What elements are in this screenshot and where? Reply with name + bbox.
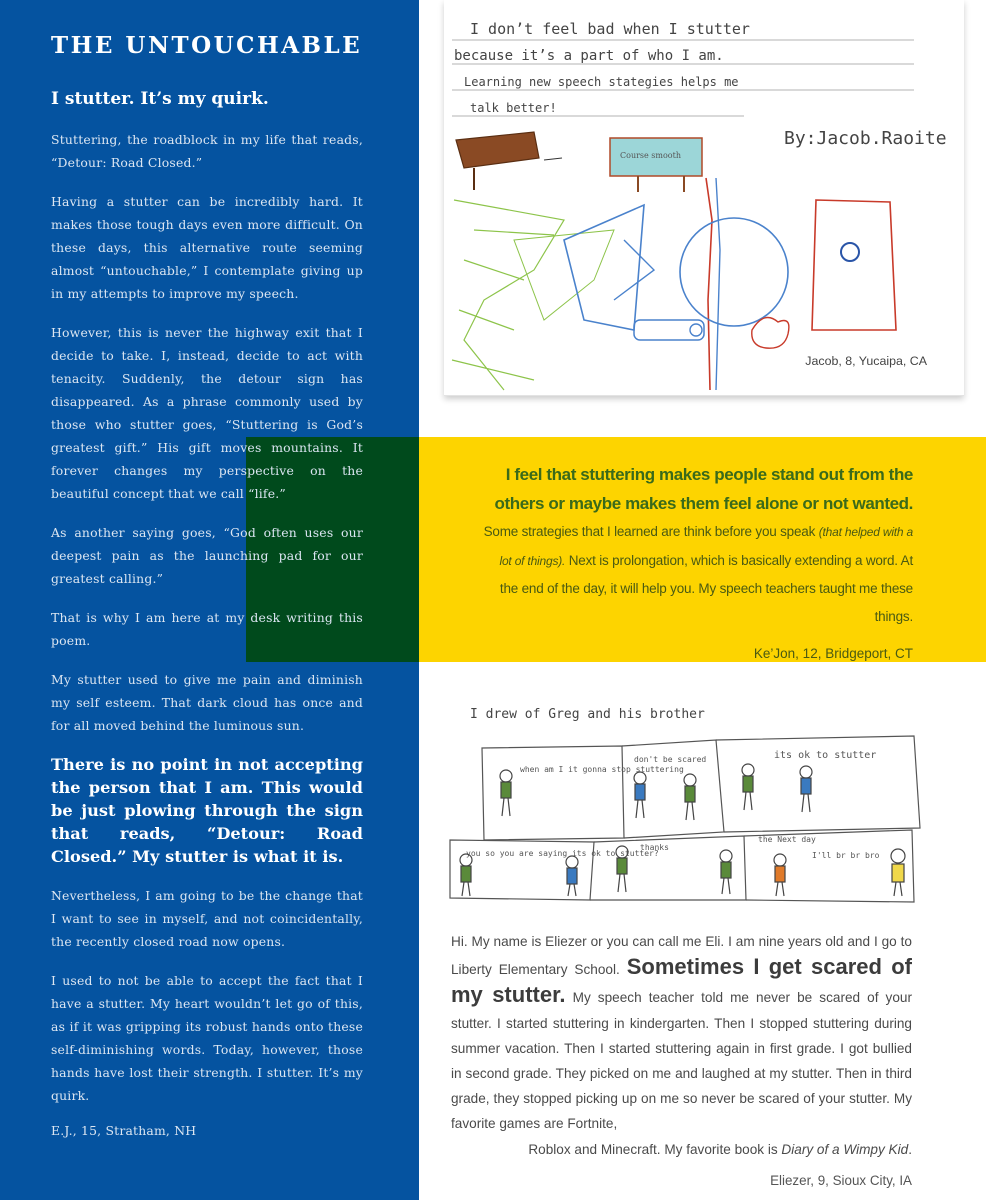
poem-paragraph: Stuttering, the roadblock in my life that reads, “Detour: Road Closed.”: [51, 132, 363, 170]
poem: [51, 32, 363, 1138]
handwriting-line: I don’t feel bad when I stutter: [470, 20, 750, 38]
sign-text: Course smooth: [620, 151, 681, 160]
eliezer-drawing: [444, 690, 926, 910]
quote-author: Ke’Jon, 12, Bridgeport, CT: [753, 646, 913, 661]
handwriting-line: Learning new speech stategies helps me: [464, 75, 739, 89]
poem-subtitle: I stutter. It’s my quirk.: [51, 89, 269, 109]
handwriting-line: talk better!: [470, 101, 557, 115]
poem-paragraph: Nevertheless, I am going to be the change that I want to see in myself, and not coincidentally, the recently closed road now opens.: [51, 888, 363, 949]
quote-text: [481, 461, 913, 630]
quote-body: Some strategies that I learned are think before you speak: [483, 524, 816, 539]
poem-author: E.J., 15, Stratham, NH: [51, 1123, 197, 1138]
quote-italic: (that helped with a lot of things).: [499, 525, 913, 568]
speech-bubble: don't be scared: [634, 755, 707, 764]
comic-header: I drew of Greg and his brother: [470, 707, 705, 722]
eliezer-highlight: Sometimes I get scared of my stutter.: [451, 954, 912, 1008]
poem-title: THE UNTOUCHABLE: [51, 32, 363, 59]
eliezer-body: My speech teacher told me never be scared of your stutter. I started stuttering in kindergarten. Then I stopped stuttering during summer vacation. Then I started stuttering again in first grade. I got bullied in second grade. They picked on me and laughed at my stutter. Then in third grade, they stopped picking up on me so never be scared of your stutter. My favorite games are Fortnite,: [451, 990, 913, 1132]
speech-bubble: I'll br br bro: [812, 851, 880, 860]
speech-bubble: the Next day: [758, 835, 816, 844]
eliezer-author: Eliezer, 9, Sioux City, IA: [770, 1173, 912, 1188]
eliezer-story: [451, 929, 912, 1162]
poem-paragraph: Having a stutter can be incredibly hard. It makes those tough days even more difficult. On these days, this alternative route seeming almost “untouchable,” I contemplate giving up in my attempts to improve my speech.: [51, 194, 363, 301]
poem-paragraph: I used to not be able to accept the fact that I have a stutter. My heart wouldn’t let go of this, as if it was gripping its robust hands onto these self-diminishing words. Today, however, those hands have lost their strength. I stutter. It’s my quirk.: [51, 973, 363, 1103]
poem-emphasis: There is no point in not accepting the person that I am. This would be just plowing through the sign that reads, “Detour: Road Closed.” My stutter is what it is.: [51, 755, 363, 866]
quote-content: [481, 461, 913, 661]
speech-bubble: thanks: [640, 843, 669, 852]
eliezer-intro: Hi. My name is Eliezer or you can call me Eli. I am nine years old and I go to Liberty Elementary School.: [451, 934, 912, 978]
eliezer-paragraph: [451, 929, 912, 1137]
quote-lead: I feel that stuttering makes people stand out from the others or maybe makes them feel alone or not wanted.: [494, 465, 913, 513]
eliezer-end-suffix: .: [908, 1141, 912, 1157]
eliezer-end-prefix: Roblox and Minecraft. My favorite book is: [528, 1141, 778, 1157]
poem-paragraph: As another saying goes, “God often uses our deepest pain as the launching pad for our greatest calling.”: [51, 525, 363, 586]
book-title: Diary of a Wimpy Kid: [781, 1141, 909, 1157]
jacob-drawing-art: [444, 0, 964, 395]
jacob-drawing: [444, 0, 964, 396]
poem-paragraph: My stutter used to give me pain and diminish my self esteem. That dark cloud has once and for all moved behind the luminous sun.: [51, 672, 363, 733]
eliezer-ending: [451, 1137, 912, 1162]
handwriting-line: because it’s a part of who I am.: [454, 48, 724, 64]
speech-bubble: when am I it gonna stop stuttering: [520, 765, 684, 774]
jacob-caption: Jacob, 8, Yucaipa, CA: [805, 354, 927, 368]
quote-box: [419, 437, 986, 662]
poem-paragraph: That is why I am here at my desk writing this poem.: [51, 610, 363, 648]
signature: By:Jacob.Raoite: [784, 128, 947, 149]
quote-body: Next is prolongation, which is basically extending a word. At the end of the day, it will help you. My speech teachers taught me these things.: [499, 552, 913, 624]
speech-bubble: you so you are saying its ok to stutter?: [466, 849, 659, 858]
poem-paragraph: However, this is never the highway exit that I decide to take. I, instead, decide to act with tenacity. Suddenly, the detour sign has disappeared. As a phrase commonly used by those who stutter goes, “Stuttering is God’s greatest gift.” His gift moves mountains. It forever changes my perspective on the beautiful concept that we call “life.”: [51, 325, 363, 501]
speech-bubble: its ok to stutter: [774, 750, 877, 761]
eliezer-drawing-art: [444, 690, 926, 910]
